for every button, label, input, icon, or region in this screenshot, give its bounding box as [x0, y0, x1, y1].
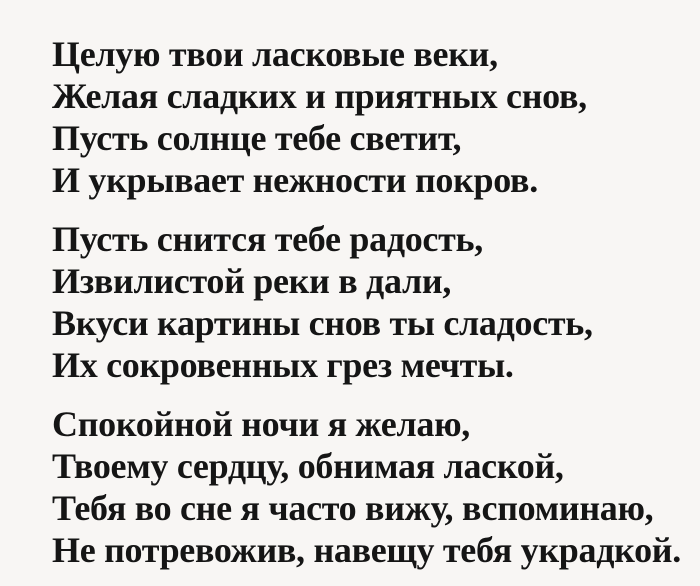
poem-line: Вкуси картины снов ты сладость, — [52, 303, 593, 343]
poem-line: Твоему сердцу, обнимая лаской, — [52, 446, 564, 486]
poem-line: Целую твои ласковые веки, — [52, 34, 498, 74]
poem-line: Тебя во сне я часто вижу, вспоминаю, — [52, 488, 654, 528]
poem-line: Их сокровенных грез мечты. — [52, 345, 514, 385]
poem-line: Спокойной ночи я желаю, — [52, 404, 470, 444]
poem-stanza-3 — [52, 403, 680, 571]
poem-line: И укрывает нежности покров. — [52, 160, 538, 200]
poem-stanza-1 — [52, 33, 680, 201]
poem-stanza-2 — [52, 218, 680, 386]
poem-line: Извилистой реки в дали, — [52, 261, 452, 301]
poem-line: Желая сладких и приятных снов, — [52, 76, 587, 116]
poem-line: Не потревожив, навещу тебя украдкой. — [52, 530, 681, 570]
poem-line: Пусть солнце тебе светит, — [52, 118, 462, 158]
poem-line: Пусть снится тебе радость, — [52, 219, 483, 259]
